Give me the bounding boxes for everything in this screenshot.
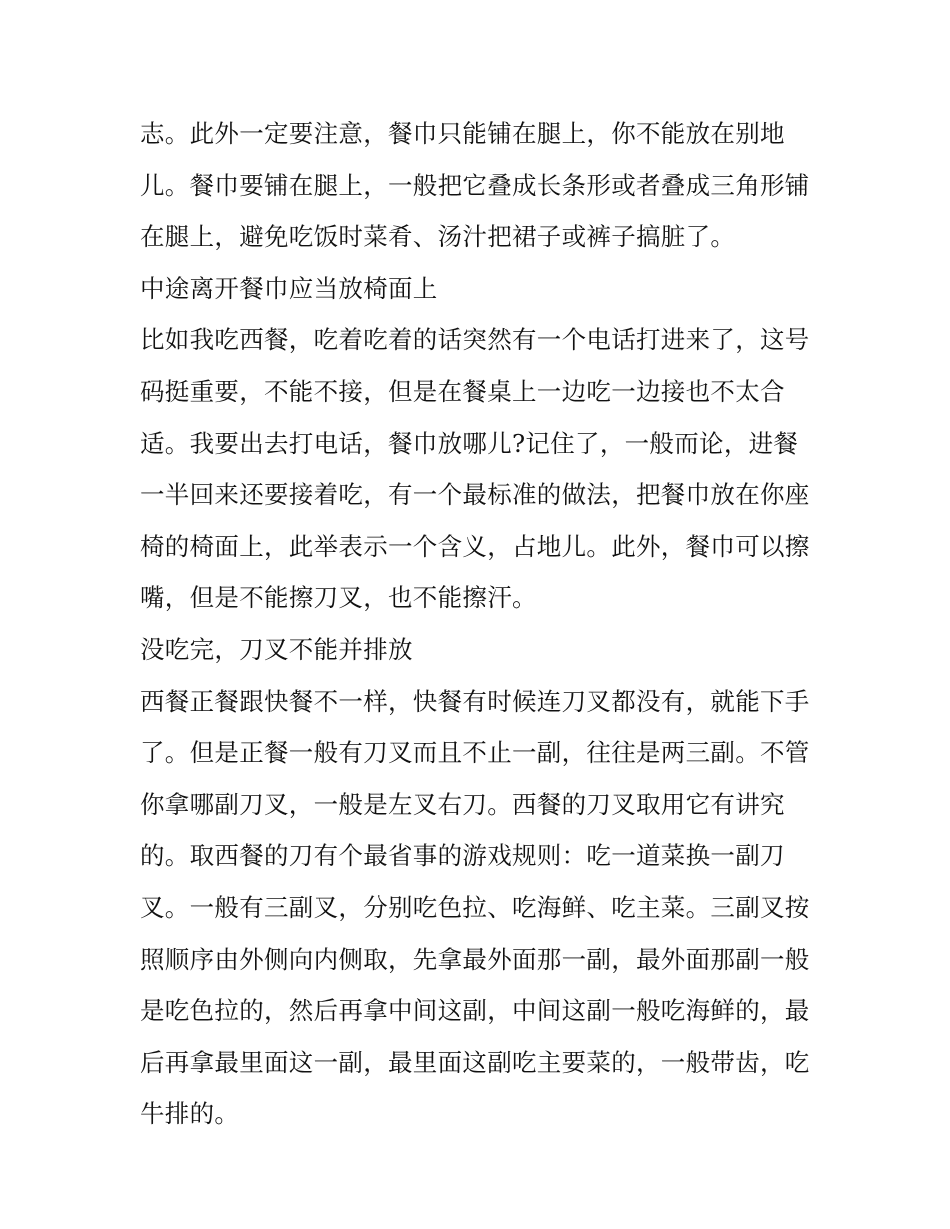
text-line: 码挺重要，不能不接，但是在餐桌上一边吃一边接也不太合 (140, 376, 785, 406)
text-line: 后再拿最里面这一副，最里面这副吃主要菜的，一般带齿，吃 (140, 1047, 810, 1077)
text-line: 儿。餐巾要铺在腿上，一般把它叠成长条形或者叠成三角形铺 (140, 170, 810, 200)
text-line: 嘴，但是不能擦刀叉，也不能擦汗。 (140, 583, 537, 613)
text-line: 你拿哪副刀叉，一般是左叉右刀。西餐的刀叉取用它有讲究 (140, 789, 785, 819)
text-line: 在腿上，避免吃饭时菜肴、汤汁把裙子或裤子搞脏了。 (140, 222, 736, 252)
text-line: 是吃色拉的，然后再拿中间这副，中间这副一般吃海鲜的，最 (140, 996, 810, 1026)
text-line: 椅的椅面上，此举表示一个含义，占地儿。此外，餐巾可以擦 (140, 531, 810, 561)
section-heading: 中途离开餐巾应当放椅面上 (140, 273, 438, 303)
text-line: 了。但是正餐一般有刀叉而且不止一副，往往是两三副。不管 (140, 738, 810, 768)
text-line: 叉。一般有三副叉，分别吃色拉、吃海鲜、吃主菜。三副叉按 (140, 892, 810, 922)
text-line: 志。此外一定要注意，餐巾只能铺在腿上，你不能放在别地 (140, 119, 785, 148)
text-line: 的。取西餐的刀有个最省事的游戏规则：吃一道菜换一副刀 (140, 841, 785, 871)
text-line: 照顺序由外侧向内侧取，先拿最外面那一副，最外面那副一般 (140, 944, 810, 974)
text-line: 西餐正餐跟快餐不一样，快餐有时候连刀叉都没有，就能下手 (140, 686, 810, 716)
text-line: 牛排的。 (140, 1099, 240, 1129)
text-line: 比如我吃西餐，吃着吃着的话突然有一个电话打进来了，这号 (140, 325, 810, 355)
text-line: 适。我要出去打电话，餐巾放哪儿?记住了，一般而论，进餐 (140, 428, 799, 458)
section-heading: 没吃完，刀叉不能并排放 (140, 634, 413, 664)
text-line: 一半回来还要接着吃，有一个最标准的做法，把餐巾放在你座 (140, 480, 810, 510)
document-body (140, 108, 820, 1140)
